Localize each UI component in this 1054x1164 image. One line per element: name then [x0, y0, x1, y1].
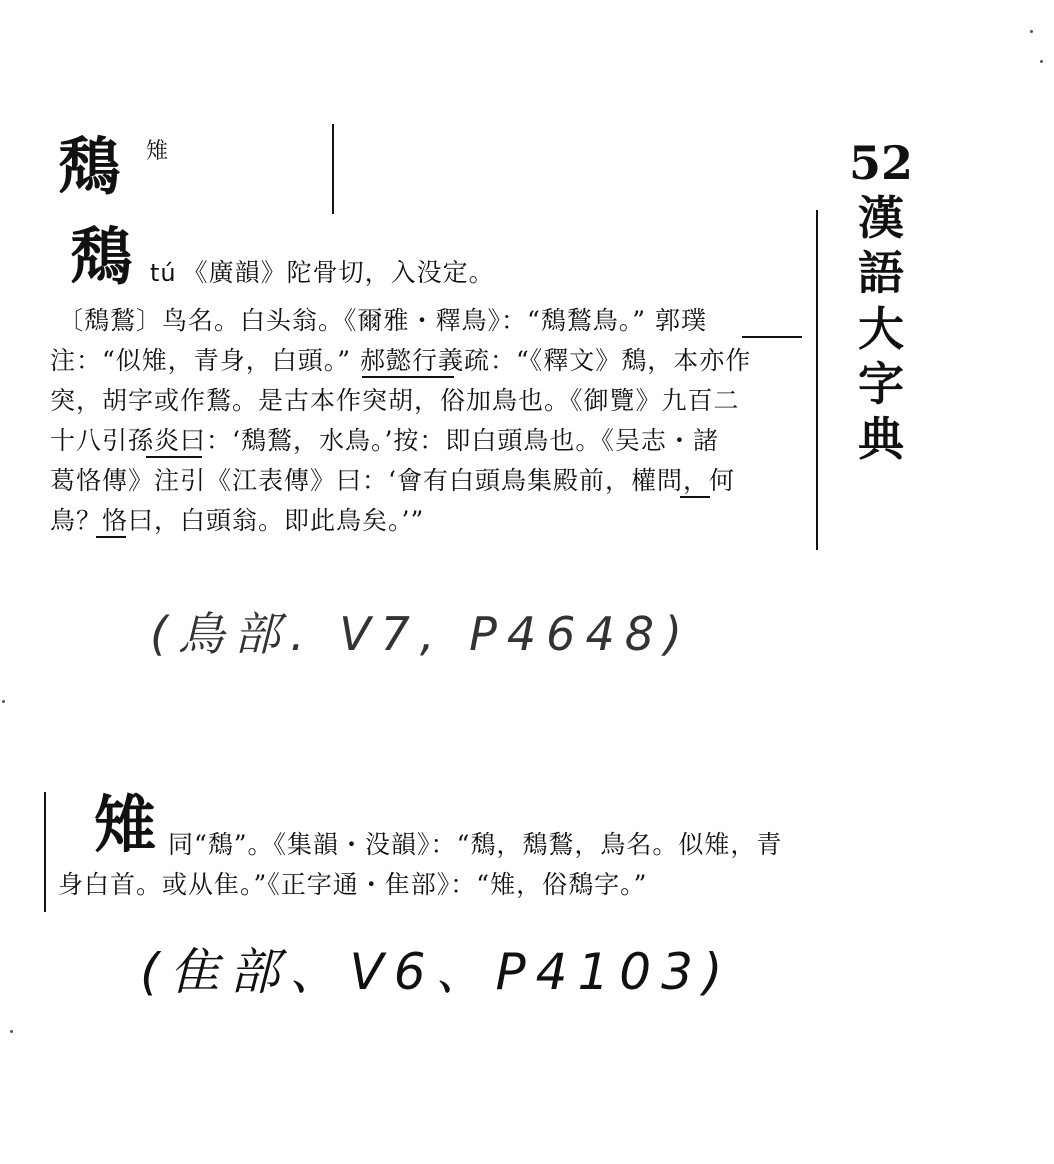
handwritten-note-2: (隹部、V6、P4103) [140, 943, 733, 1001]
spine-char: 語 [858, 246, 904, 301]
underline-mark [680, 496, 710, 498]
entry-1-line-1-text: 《廣韻》陀骨切，入没定。 [182, 258, 495, 287]
entry-1 [50, 220, 812, 535]
scan-speck [1030, 30, 1033, 33]
spine-char: 字 [858, 356, 904, 411]
scan-speck [10, 1030, 13, 1033]
handwritten-note-1: (鳥部. V7, P4648) [150, 607, 692, 661]
entry-1-line-7: 鳥？恪曰，白頭翁。即此鳥矣。’” [50, 506, 425, 535]
pinyin: tú [150, 259, 177, 287]
underline-mark [362, 376, 454, 378]
entry-1-line-4: 突，胡字或作鶖。是古本作突胡，俗加鳥也。《御覽》九百二 [50, 386, 740, 415]
entry-1-line-1 [150, 260, 495, 285]
entry-1-line-3: 注：“似雉，青身，白頭。” 郝懿行義疏：“《釋文》鵚，本亦作 [50, 346, 752, 375]
underline-mark [96, 536, 126, 538]
underline-mark [146, 456, 202, 458]
scan-speck [2, 700, 5, 703]
variant-char: 雉 [146, 139, 169, 164]
page-number: 52 [848, 136, 913, 190]
entry-1-head-char: 鵚 [70, 220, 133, 293]
entry-2-line-2: 身白首。或从隹。”《正字通・隹部》：“雉，俗鵚字。” [58, 870, 648, 899]
underline-mark [742, 336, 802, 338]
divider-right [816, 210, 818, 550]
entry-1-line-5: 十八引孫炎曰：‘鵚鶖，水鳥。’按：即白頭鳥也。《吴志・諸 [50, 426, 719, 455]
divider-left-bottom [44, 792, 46, 912]
divider-top [332, 124, 334, 214]
entry-2-head-char: 雉 [94, 788, 157, 861]
spine-char: 大 [858, 301, 904, 356]
spine-char: 漢 [858, 191, 904, 246]
entry-1-line-6: 葛恪傳》注引《江表傳》曰：‘會有白頭鳥集殿前，權問，何 [50, 466, 735, 495]
scan-speck [1040, 60, 1043, 63]
dictionary-spine [846, 136, 916, 467]
spine-char: 典 [858, 411, 904, 466]
entry-2-line-1: 同“鵚”。《集韻・没韻》：“鵚，鵚鶖，鳥名。似雉，青 [168, 830, 783, 859]
entry-1-line-2: 〔鵚鶖〕鸟名。白头翁。《爾雅・釋鳥》：“鵚鶖鳥。” 郭璞 [58, 306, 708, 335]
heading-char: 鵚 [58, 130, 121, 203]
